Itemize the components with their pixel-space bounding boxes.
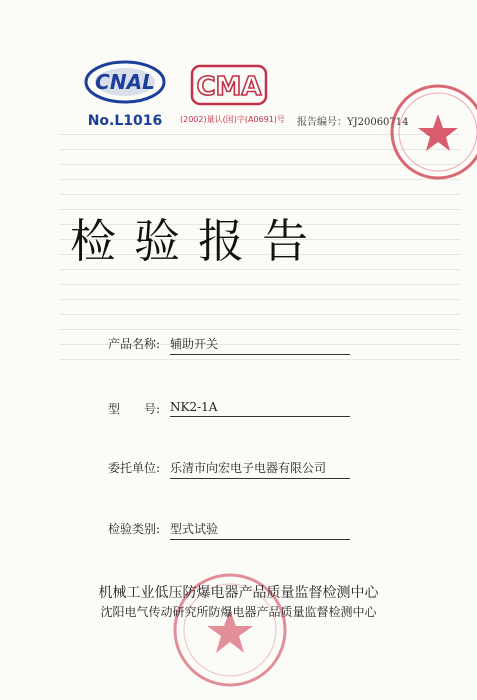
field-product-name [108, 335, 219, 352]
field-label: 检验类别: [108, 522, 161, 536]
field-inspection-type [108, 520, 219, 537]
field-label: 型 号: [108, 402, 161, 416]
field-model [108, 400, 218, 417]
field-value: NK2-1A [170, 400, 350, 417]
cma-logo [180, 60, 285, 130]
report-number-value: YJ20060714 [347, 117, 409, 128]
field-client [108, 459, 327, 476]
field-value: 辅助开关 [170, 335, 350, 355]
field-label: 委托单位: [108, 461, 161, 475]
cnal-number: No.L1016 [87, 113, 163, 129]
cma-certificate: (2002)量认(国)字(A0691)号 [180, 115, 285, 124]
official-seal-top-icon [388, 82, 477, 182]
field-value: 乐清市向宏电子电器有限公司 [170, 459, 350, 479]
cnal-emblem-icon [84, 58, 166, 108]
organization-line-2: 沈阳电气传动研究所防爆电器产品质量监督检测中心 [100, 605, 377, 619]
report-number-label: 报告编号： [297, 117, 347, 128]
cnal-logo [84, 58, 166, 128]
cma-emblem-icon [180, 60, 278, 114]
field-value: 型式试验 [170, 520, 350, 540]
field-label: 产品名称: [108, 337, 161, 351]
cnal-logo-text: CNAL [95, 70, 155, 94]
organization-line-1: 机械工业低压防爆电器产品质量监督检测中心 [98, 585, 379, 601]
cma-logo-text: CMA [196, 72, 262, 102]
page-title: 检验报告 [70, 214, 326, 268]
